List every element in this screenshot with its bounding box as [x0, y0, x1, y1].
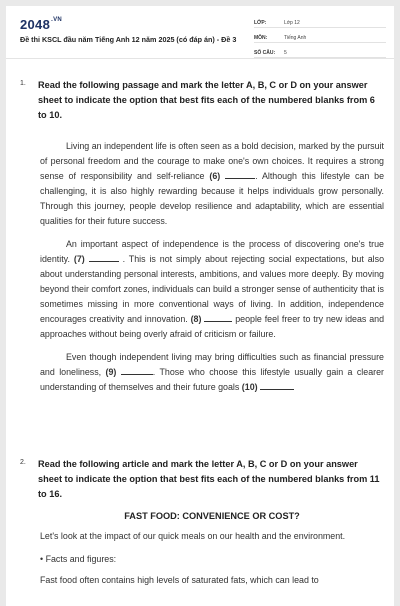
answer-blank — [121, 366, 153, 375]
answer-blank — [225, 170, 255, 179]
document-header — [6, 6, 394, 59]
meta-row-class — [254, 16, 386, 28]
article-bullet: • Facts and figures: — [40, 554, 117, 564]
question-1 — [20, 78, 382, 123]
question-number: 2. — [20, 459, 26, 466]
meta-key: SỐ CÂU: — [254, 50, 276, 56]
question-2 — [20, 457, 382, 502]
article-2 — [40, 511, 384, 588]
passage-paragraph: An important aspect of independence is the process of discovering one's true identity. (7) . This is not simply about rejecting social expectations, but also about understanding personal interests, ambitions, and values more deeply. By moving beyond their comfort zones, individuals can build a stronger sense of authenticity that is sometimes missing in more conventional ways of living. In addition, independence encourages creativity and innovation. (8) people feel freer to try new ideas and approaches without being overly afraid of criticism or failure. — [40, 239, 385, 339]
meta-key: LỚP: — [254, 20, 267, 26]
article-intro: Let's look at the impact of our quick meals on our health and the environment. — [40, 531, 346, 541]
meta-value: 5 — [284, 50, 287, 56]
question-number: 1. — [20, 80, 26, 87]
passage-paragraph: Living an independent life is often seen as a bold decision, marked by the pursuit of personal freedom and the courage to make one's own choices. It requires a strong sense of responsibility and self-reliance (6) . Although this lifestyle can be challenging, it is also highly rewarding because it helps individuals grow personally. Through this journey, people develop resilience and adaptability, which are essential qualities for their future success. — [40, 141, 385, 226]
meta-key: MÔN: — [254, 35, 268, 41]
document-page — [6, 6, 394, 606]
meta-value: Lớp 12 — [284, 20, 300, 26]
answer-blank — [89, 253, 119, 262]
passage-paragraph: Even though independent living may bring difficulties such as financial pressure and loneliness, (9) . Those who choose this lifestyle usually gain a clearer understanding of themselves and their future goals (10) — [40, 352, 385, 392]
meta-info — [254, 16, 386, 61]
answer-blank — [260, 381, 294, 390]
article-text: Fast food often contains high levels of saturated fats, which can lead to — [40, 575, 319, 585]
meta-row-subject — [254, 31, 386, 43]
article-title: FAST FOOD: CONVENIENCE OR COST? — [124, 511, 300, 521]
question-instruction: Read the following passage and mark the letter A, B, C or D on your answer sheet to indicate the option that best fits each of the numbered blanks from 6 to 10. — [38, 80, 375, 120]
site-logo[interactable]: $2048^{.VN}$ — [20, 17, 63, 32]
meta-row-count — [254, 46, 386, 58]
document-title: Đề thi KSCL đầu năm Tiếng Anh 12 năm 2025 (có đáp án) - Đề 3 — [20, 35, 237, 44]
meta-value: Tiếng Anh — [284, 35, 307, 41]
passage-1 — [40, 139, 384, 395]
question-instruction: Read the following article and mark the letter A, B, C or D on your answer sheet to indicate the option that best fits each of the numbered blanks from 11 to 16. — [38, 459, 380, 499]
answer-blank — [204, 313, 232, 322]
